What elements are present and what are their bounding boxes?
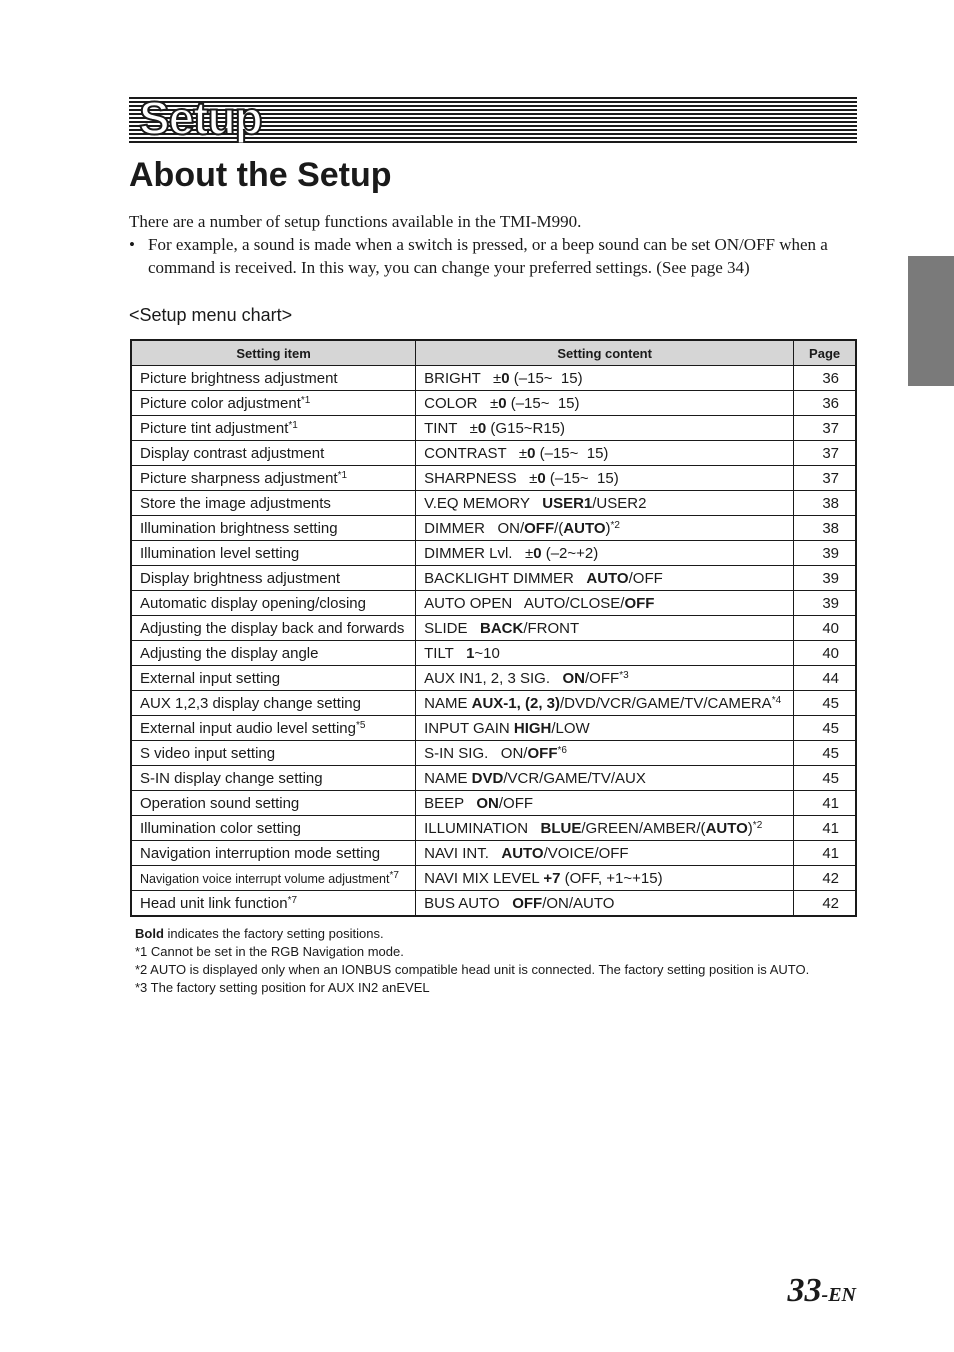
page-ref-cell: 38 (794, 516, 856, 541)
setting-content-cell (416, 466, 794, 491)
setting-content-cell (416, 791, 794, 816)
setting-content-text: ~10 (474, 644, 500, 662)
section-banner (129, 97, 857, 143)
setting-content-cell (416, 866, 794, 891)
setting-content-text: AUX IN1, 2, 3 SIG. (424, 669, 563, 687)
factory-default-value: AUTO (586, 569, 629, 587)
factory-default-value: AUTO (705, 819, 748, 837)
setting-content-cell (416, 841, 794, 866)
table-row (131, 491, 856, 516)
factory-default-value: AUTO (563, 519, 606, 537)
setting-content-text: (–15~ 15) (509, 369, 583, 387)
note-3: *3 The factory setting position for AUX IN2 anEVEL (135, 980, 430, 995)
table-row (131, 441, 856, 466)
setting-content-text: /OFF (585, 669, 620, 687)
factory-default-value: DVD (471, 769, 504, 787)
setting-content-text: /LOW (551, 719, 590, 737)
setting-item-cell (131, 666, 416, 691)
setting-item-text: Navigation voice interrupt volume adjustment (140, 871, 390, 886)
setting-content-text: /OFF (498, 794, 534, 812)
factory-default-value: USER1 (542, 494, 593, 512)
factory-default-value: 0 (477, 419, 487, 437)
setting-content-text: COLOR ± (424, 394, 499, 412)
setting-content-cell (416, 391, 794, 416)
factory-default-value: AUX-1, (2, 3) (471, 694, 560, 712)
setting-item-text: AUX 1,2,3 display change setting (140, 694, 361, 712)
setting-item-cell (131, 891, 416, 917)
intro-bullet (129, 233, 869, 279)
setting-item-cell (131, 491, 416, 516)
table-row (131, 366, 856, 391)
factory-default-value: ON (562, 669, 586, 687)
page-ref-cell: 39 (794, 591, 856, 616)
setting-item-cell (131, 766, 416, 791)
setting-content-text: /DVD/VCR/GAME/TV/CAMERA (560, 694, 772, 712)
footnote-ref: *7 (389, 869, 399, 881)
note-1: *1 Cannot be set in the RGB Navigation mode. (135, 944, 404, 959)
note-bold (135, 925, 809, 943)
bullet-mark: • (129, 235, 135, 254)
setting-item-cell (131, 716, 416, 741)
footnote-ref: *2 (752, 819, 763, 831)
bullet-text: For example, a sound is made when a switch is pressed, or a beep sound can be set ON/OFF when a command is received. In this way, you can change your preferred settings. (See page 34) (148, 235, 828, 277)
setting-content-text: CONTRAST ± (424, 444, 528, 462)
setting-item-text: Store the image adjustments (140, 494, 331, 512)
setting-item-text: Adjusting the display angle (140, 644, 319, 662)
setting-item-text: Picture color adjustment (140, 394, 301, 412)
page-number-suffix: -EN (821, 1284, 856, 1306)
page-ref-cell: 44 (794, 666, 856, 691)
factory-default-value: 1 (466, 644, 475, 662)
footnote-ref: *1 (288, 419, 298, 431)
footnote-ref: *5 (355, 719, 366, 731)
setting-content-text: BUS AUTO (424, 894, 513, 912)
table-row (131, 416, 856, 441)
footnote-ref: *4 (771, 694, 782, 706)
setting-content-cell (416, 666, 794, 691)
setting-content-cell (416, 491, 794, 516)
factory-default-value: 0 (498, 394, 507, 412)
table-header-row (131, 340, 856, 366)
setting-item-cell (131, 541, 416, 566)
factory-default-value: 0 (527, 444, 536, 462)
setting-item-cell (131, 441, 416, 466)
note-2: *2 AUTO is displayed only when an IONBUS compatible head unit is connected. The factory setting position is AUTO. (135, 962, 810, 977)
table-row (131, 641, 856, 666)
setting-item-text: Adjusting the display back and forwards (140, 619, 405, 637)
setting-content-cell (416, 566, 794, 591)
setting-item-cell (131, 466, 416, 491)
setting-item-cell (131, 516, 416, 541)
setting-item-text: Picture brightness adjustment (140, 369, 338, 387)
table-row (131, 866, 856, 891)
page-number (788, 1272, 856, 1310)
factory-default-value: OFF (624, 594, 655, 612)
page-ref-cell: 42 (794, 866, 856, 891)
page-ref-cell: 40 (794, 641, 856, 666)
setting-content-text: SLIDE (424, 619, 480, 637)
footnote-ref: *7 (287, 894, 298, 906)
side-tab-marker (908, 256, 954, 386)
setting-item-text: Display contrast adjustment (140, 444, 325, 462)
factory-default-value: AUTO (501, 844, 544, 862)
setting-content-cell (416, 441, 794, 466)
footnote-ref: *1 (337, 469, 348, 481)
setting-item-cell (131, 416, 416, 441)
setting-content-cell (416, 366, 794, 391)
setting-item-text: Display brightness adjustment (140, 569, 341, 587)
setting-content-text: BACKLIGHT DIMMER (424, 569, 587, 587)
setting-content-text: ILLUMINATION (424, 819, 541, 837)
setting-item-cell (131, 641, 416, 666)
factory-default-value: BACK (479, 619, 524, 637)
setting-content-text: NAME (424, 694, 472, 712)
page-title: About the Setup (129, 156, 392, 194)
setting-content-text: SHARPNESS ± (424, 469, 538, 487)
page-number-value: 33 (787, 1272, 822, 1309)
factory-default-value: 0 (537, 469, 546, 487)
setting-content-text: /GREEN/AMBER/( (581, 819, 706, 837)
setting-content-text: /OFF (628, 569, 663, 587)
setting-content-text: DIMMER ON/ (424, 519, 525, 537)
page-ref-cell: 45 (794, 691, 856, 716)
setting-content-cell (416, 591, 794, 616)
factory-default-value: +7 (543, 869, 561, 887)
setting-content-text: NAVI INT. (424, 844, 502, 862)
footnotes (135, 925, 809, 997)
setting-item-text: Illumination level setting (140, 544, 300, 562)
setting-content-text: (OFF, +1~+15) (560, 869, 663, 887)
table-row (131, 741, 856, 766)
table-row (131, 791, 856, 816)
setting-item-cell (131, 691, 416, 716)
setting-content-text: S-IN SIG. ON/ (424, 744, 528, 762)
setting-item-text: Illumination color setting (140, 819, 301, 837)
page-ref-cell: 39 (794, 541, 856, 566)
setting-item-cell (131, 566, 416, 591)
setting-item-text: Illumination brightness setting (140, 519, 338, 537)
table-row (131, 541, 856, 566)
setting-content-text: TILT (424, 644, 467, 662)
setting-item-text: Navigation interruption mode setting (140, 844, 381, 862)
setting-content-text: AUTO OPEN AUTO/CLOSE/ (424, 594, 625, 612)
table-row (131, 691, 856, 716)
table-row (131, 666, 856, 691)
factory-default-value: OFF (524, 519, 555, 537)
setting-item-text: S-IN display change setting (140, 769, 323, 787)
setting-content-text: DIMMER Lvl. ± (424, 544, 534, 562)
setting-content-cell (416, 616, 794, 641)
intro-line: There are a number of setup functions available in the TMI-M990. (129, 212, 582, 231)
setting-content-text: (–15~ 15) (545, 469, 619, 487)
setting-item-cell (131, 391, 416, 416)
setting-item-cell (131, 791, 416, 816)
setting-content-text: /FRONT (523, 619, 580, 637)
footnote-ref: *1 (300, 394, 311, 406)
setting-item-cell (131, 591, 416, 616)
setting-content-text: ) (605, 519, 611, 537)
setting-item-text: Operation sound setting (140, 794, 300, 812)
table-row (131, 616, 856, 641)
setting-item-text: Head unit link function (140, 894, 288, 912)
table-row (131, 891, 856, 917)
page-ref-cell: 39 (794, 566, 856, 591)
footnote-ref: *3 (619, 669, 629, 681)
page-ref-cell: 41 (794, 816, 856, 841)
setting-content-cell (416, 641, 794, 666)
setting-item-text: External input setting (140, 669, 281, 687)
setting-content-text: V.EQ MEMORY (424, 494, 543, 512)
setting-content-text: BRIGHT ± (424, 369, 502, 387)
factory-default-value: ON (476, 794, 499, 812)
page-ref-cell: 41 (794, 791, 856, 816)
table-row (131, 816, 856, 841)
page-ref-cell: 45 (794, 741, 856, 766)
setting-content-cell (416, 716, 794, 741)
footnote-ref: *6 (557, 744, 567, 756)
page-ref-cell: 41 (794, 841, 856, 866)
factory-default-value: OFF (527, 744, 558, 762)
setting-content-text: (–15~ 15) (506, 394, 580, 412)
page-ref-cell: 37 (794, 441, 856, 466)
factory-default-value: 0 (533, 544, 542, 562)
setting-content-cell (416, 766, 794, 791)
setting-content-cell (416, 816, 794, 841)
page-ref-cell: 36 (794, 366, 856, 391)
setting-content-cell (416, 741, 794, 766)
factory-default-value: BLUE (540, 819, 582, 837)
setting-content-text: TINT ± (424, 419, 478, 437)
setting-item-text: Picture tint adjustment (140, 419, 289, 437)
table-row (131, 591, 856, 616)
setting-content-cell (416, 691, 794, 716)
setting-content-text: /VCR/GAME/TV/AUX (503, 769, 646, 787)
table-row (131, 716, 856, 741)
setting-content-text: INPUT GAIN (424, 719, 514, 737)
setting-item-text: Picture sharpness adjustment (140, 469, 338, 487)
setting-content-text: NAME (424, 769, 472, 787)
intro-text (129, 210, 869, 279)
page-ref-cell: 37 (794, 416, 856, 441)
section-title: Setup (139, 97, 262, 143)
setting-content-cell (416, 541, 794, 566)
setting-content-cell (416, 891, 794, 917)
setup-menu-table (130, 339, 857, 917)
note-bold-word: Bold (135, 926, 164, 941)
page-ref-cell: 45 (794, 716, 856, 741)
page-ref-cell: 42 (794, 891, 856, 917)
setting-content-text: /VOICE/OFF (543, 844, 629, 862)
setting-content-text: /USER2 (592, 494, 647, 512)
page-ref-cell: 38 (794, 491, 856, 516)
note-bold-rest: indicates the factory setting positions. (163, 926, 384, 941)
setting-item-cell (131, 741, 416, 766)
setting-content-text: ) (747, 819, 753, 837)
setting-content-text: (–15~ 15) (535, 444, 609, 462)
setting-item-cell (131, 816, 416, 841)
table-row (131, 841, 856, 866)
setting-item-cell (131, 866, 416, 891)
header-setting-item: Setting item (131, 340, 416, 366)
table-row (131, 566, 856, 591)
setting-item-text: Automatic display opening/closing (140, 594, 366, 612)
setting-item-cell (131, 366, 416, 391)
factory-default-value: OFF (512, 894, 543, 912)
factory-default-value: HIGH (513, 719, 552, 737)
table-row (131, 466, 856, 491)
setting-item-text: S video input setting (140, 744, 276, 762)
setting-item-cell (131, 616, 416, 641)
header-setting-content: Setting content (416, 340, 794, 366)
setting-content-text: BEEP (424, 794, 477, 812)
chart-heading: <Setup menu chart> (129, 305, 293, 325)
factory-default-value: 0 (501, 369, 510, 387)
page-ref-cell: 45 (794, 766, 856, 791)
footnote-ref: *2 (610, 519, 620, 531)
setting-content-text: NAVI MIX LEVEL (424, 869, 544, 887)
page-ref-cell: 37 (794, 466, 856, 491)
table-row (131, 391, 856, 416)
table-row (131, 766, 856, 791)
setting-content-cell (416, 516, 794, 541)
page-ref-cell: 40 (794, 616, 856, 641)
table-body (131, 366, 856, 917)
table-row (131, 516, 856, 541)
setting-content-text: (G15~R15) (486, 419, 566, 437)
setting-content-text: /ON/AUTO (542, 894, 615, 912)
setting-content-text: /( (554, 519, 564, 537)
header-page: Page (794, 340, 856, 366)
page-ref-cell: 36 (794, 391, 856, 416)
setting-content-text: (–2~+2) (541, 544, 599, 562)
setting-item-text: External input audio level setting (140, 719, 356, 737)
setting-item-cell (131, 841, 416, 866)
setting-content-cell (416, 416, 794, 441)
